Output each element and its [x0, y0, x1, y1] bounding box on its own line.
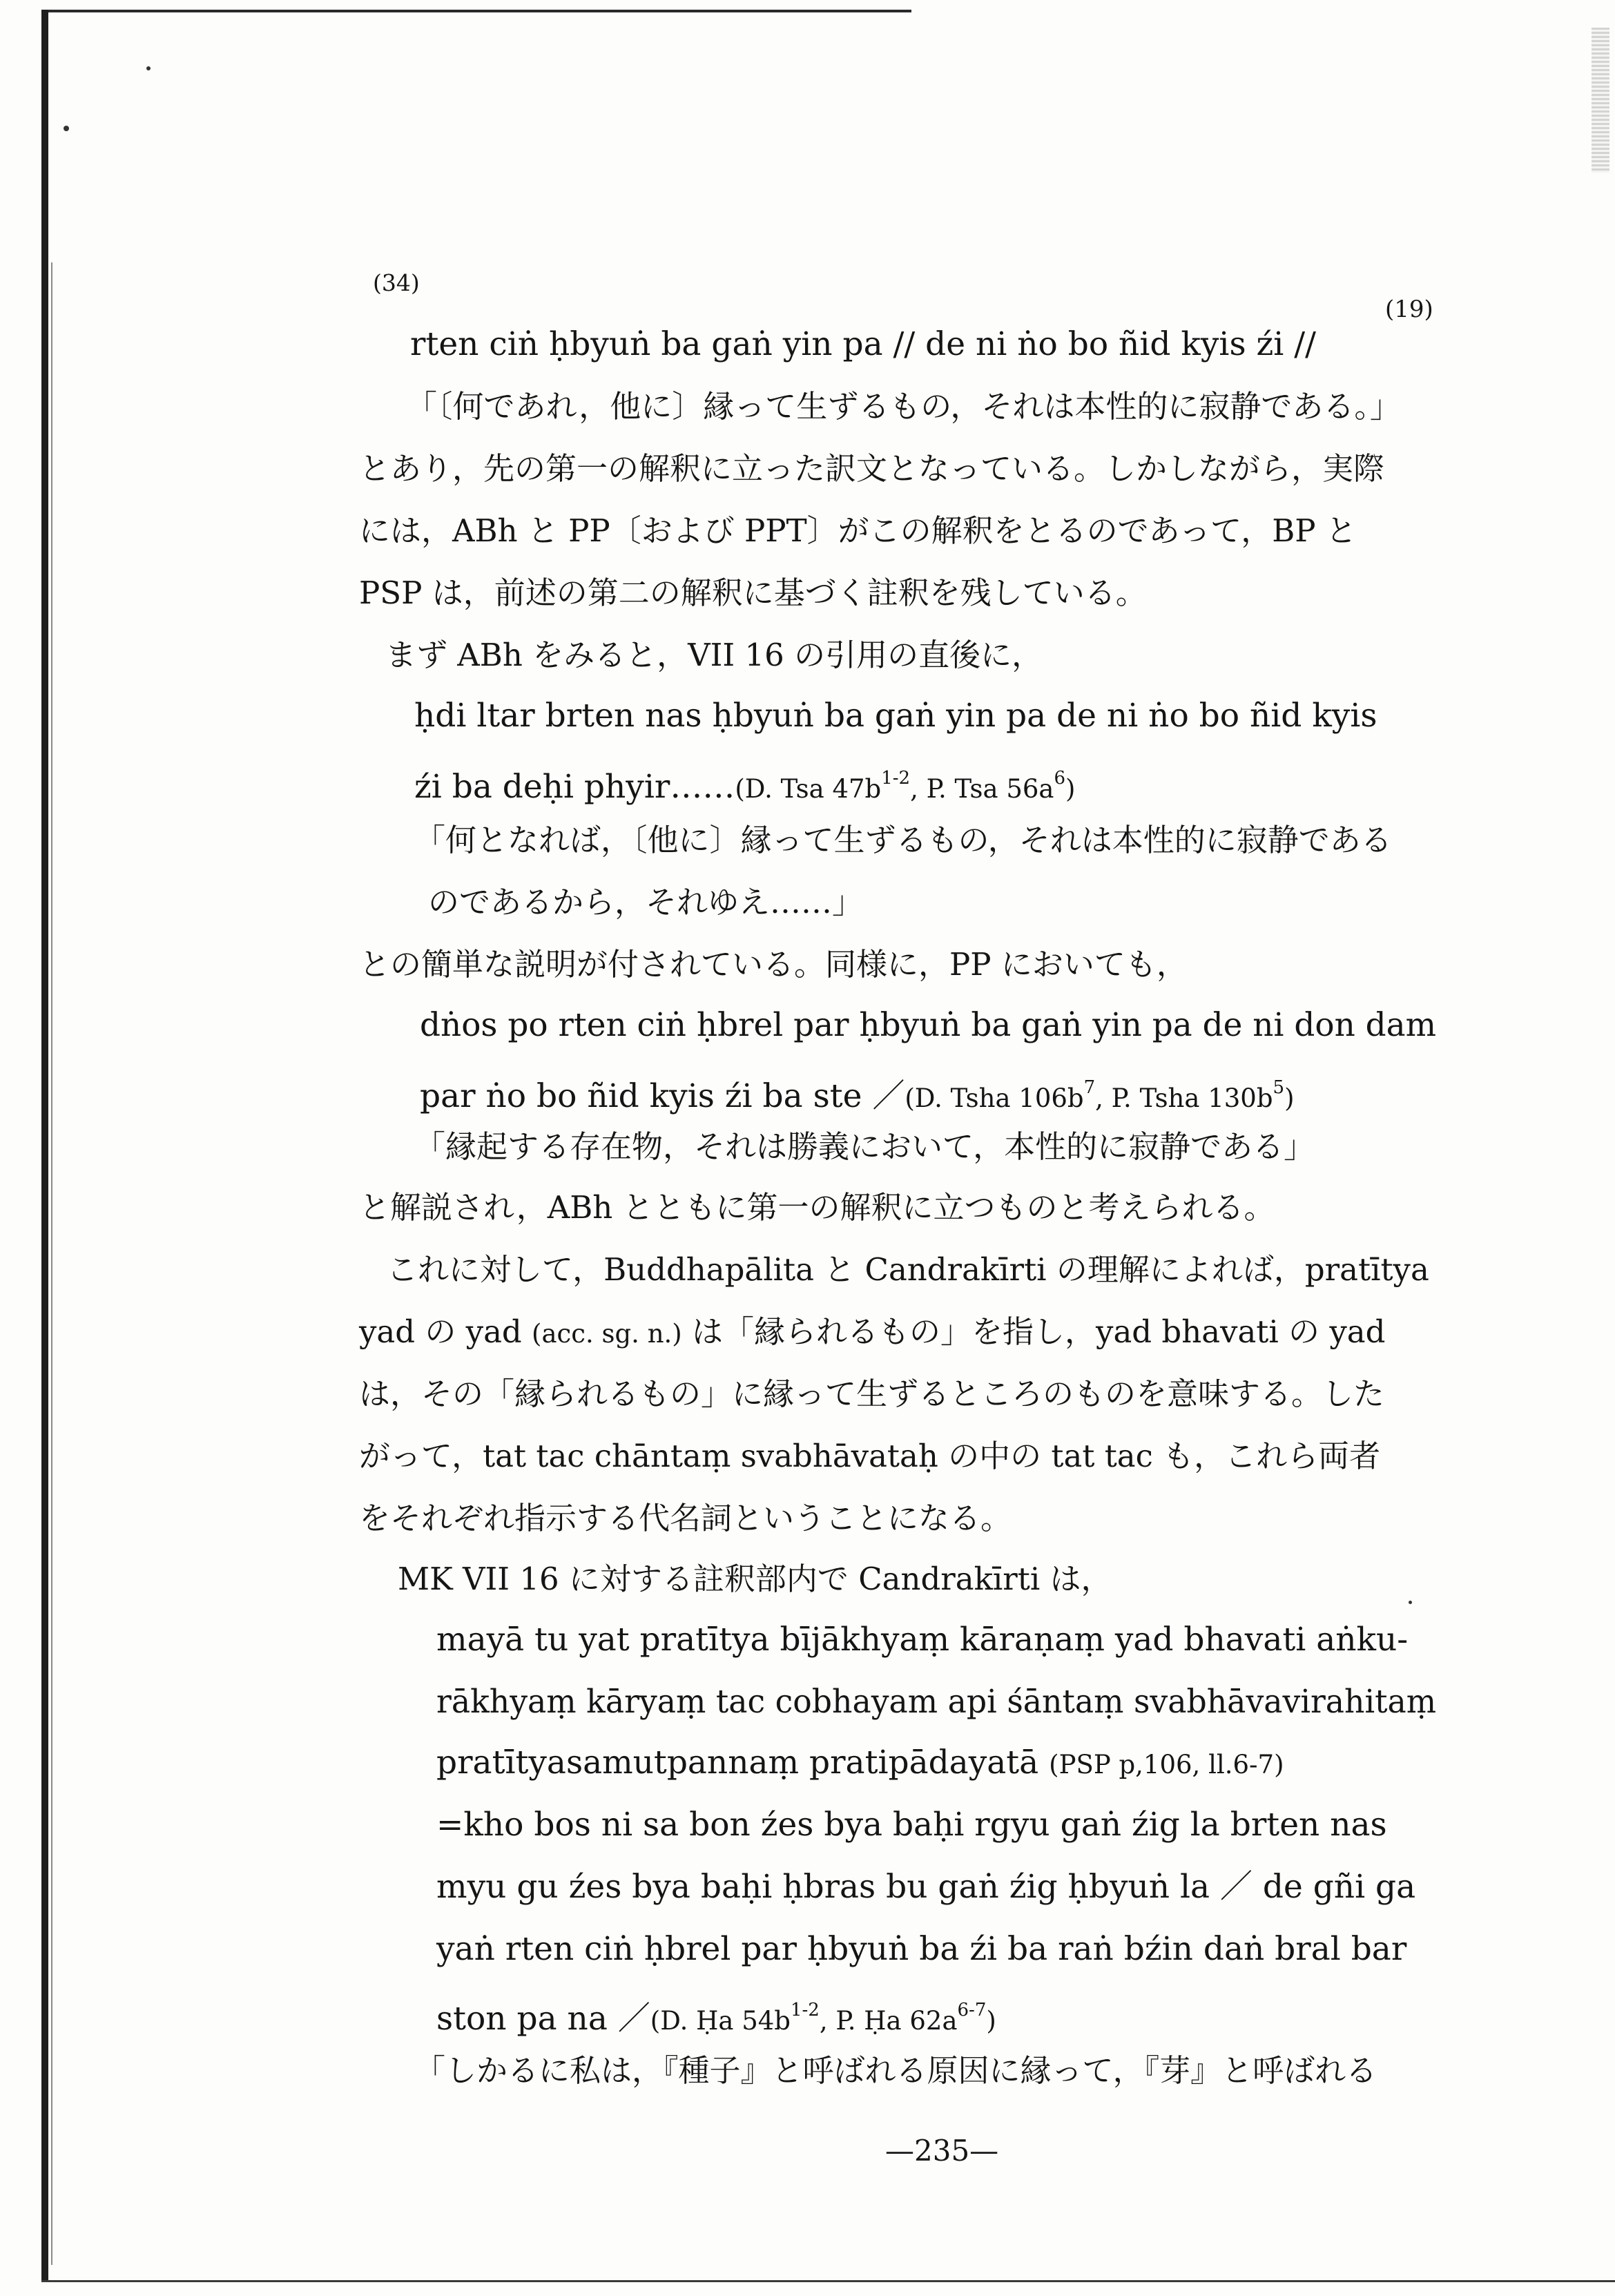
- text-line: これに対して，Buddhapālita と Candrakīrti の理解によれば，pratītya: [387, 1251, 1429, 1288]
- scan-speck: [146, 66, 151, 70]
- text-line: mayā tu yat pratītya bījākhyaṃ kāraṇaṃ yad bhavati aṅku-: [436, 1621, 1409, 1659]
- scan-border-left: [41, 10, 48, 2281]
- citation-text: (D. Tsa 47b: [735, 774, 882, 804]
- text-line: [436, 1743, 1284, 1785]
- citation-sup: 6-7: [957, 2000, 987, 2020]
- text-line: dṅos po rten ciṅ ḥbrel par ḥbyuṅ ba gaṅ yin pa de ni don dam: [420, 1006, 1437, 1044]
- section-number: (34): [373, 269, 420, 296]
- text-span: źi ba deḥi phyir……: [414, 768, 735, 806]
- citation-sup: 7: [1083, 1077, 1096, 1098]
- text-line: のであるから，それゆえ……」: [428, 884, 864, 920]
- text-line: [436, 1990, 996, 2041]
- citation-sup: 6: [1054, 768, 1066, 789]
- citation-text: , P. Ḥa 62a: [819, 2006, 958, 2036]
- citation-sup: 1-2: [881, 768, 911, 789]
- citation-sup: 1-2: [790, 2000, 820, 2020]
- text-span: は「縁られるもの」を指し，yad bhavati の yad: [692, 1313, 1386, 1350]
- citation-text: ): [1284, 1083, 1295, 1113]
- text-line: 「しかるに私は，『種子』と呼ばれる原因に縁って，『芽』と呼ばれる: [414, 2052, 1377, 2089]
- citation: [650, 2000, 996, 2036]
- text-line: PSP は，前述の第二の解釈に基づく註釈を残している。: [359, 575, 1147, 611]
- citation-text: , P. Tsa 56a: [910, 774, 1054, 804]
- text-line: =kho bos ni sa bon źes bya baḥi rgyu gaṅ źig la brten nas: [436, 1806, 1387, 1844]
- text-line: myu gu źes bya baḥi ḥbras bu gaṅ źig ḥbyuṅ la ／ de gñi ga: [436, 1868, 1416, 1906]
- citation-text: (D. Tsha 106b: [905, 1083, 1084, 1113]
- text-line: 「何となれば，〔他に〕縁って生ずるもの，それは本性的に寂静である: [414, 822, 1392, 858]
- text-line: rten ciṅ ḥbyuṅ ba gaṅ yin pa // de ni ṅo bo ñid kyis źi //: [410, 325, 1316, 363]
- text-line: ḥdi ltar brten nas ḥbyuṅ ba gaṅ yin pa de ni ṅo bo ñid kyis: [414, 697, 1377, 735]
- text-line: まず ABh をみると，VII 16 の引用の直後に，: [385, 637, 1043, 673]
- text-line: がって，tat tac chāntaṃ svabhāvataḥ の中の tat tac も，これら両者: [359, 1438, 1381, 1474]
- citation-sup: 5: [1273, 1077, 1285, 1098]
- text-line: rākhyaṃ kāryaṃ tac cobhayam api śāntaṃ svabhāvavirahitaṃ: [436, 1683, 1437, 1721]
- text-line: 「縁起する存在物，それは勝義において，本性的に寂静である」: [414, 1128, 1315, 1165]
- citation-text: ): [986, 2006, 996, 2036]
- citation-text: (D. Ḥa 54b: [650, 2006, 791, 2036]
- text-line: には，ABh と PP〔および PPT〕がこの解釈をとるのであって，BP と: [359, 512, 1357, 549]
- footnote-marker: (19): [1385, 296, 1433, 323]
- text-line: との簡単な説明が付されている。同様に，PP においても，: [359, 946, 1188, 983]
- text-line: MK VII 16 に対する註釈部内で Candrakīrti は，: [398, 1561, 1112, 1597]
- citation-text: ): [1065, 774, 1076, 804]
- text-line: とあり，先の第一の解釈に立った訳文となっている。しかしながら，実際: [359, 450, 1385, 487]
- text-line: をそれぞれ指示する代名詞ということになる。: [359, 1500, 1012, 1536]
- text-span: par ṅo bo ñid kyis źi ba ste ／: [420, 1077, 905, 1115]
- scan-speck: [64, 126, 69, 131]
- text-line: は，その「縁られるもの」に縁って生ずるところのものを意味する。した: [359, 1376, 1385, 1412]
- text-span: pratītyasamutpannaṃ pratipādayatā: [436, 1744, 1039, 1782]
- text-line: yaṅ rten ciṅ ḥbrel par ḥbyuṅ ba źi ba raṅ bźin daṅ bral bar: [436, 1930, 1407, 1968]
- citation: (acc. sg. n.): [532, 1319, 682, 1349]
- scan-border-bottom: [41, 2280, 1615, 2282]
- text-line: と解説され，ABh とともに第一の解釈に立つものと考えられる。: [359, 1189, 1275, 1226]
- citation: [735, 768, 1076, 804]
- page-number: —235—: [885, 2134, 999, 2168]
- text-line: [420, 1068, 1295, 1119]
- citation-text: , P. Tsha 130b: [1095, 1083, 1273, 1113]
- text-line: [414, 758, 1075, 809]
- text-span: yad の yad: [359, 1313, 522, 1350]
- text-line: [359, 1312, 1385, 1354]
- scan-speck: [1409, 1601, 1412, 1604]
- scan-noise-right: [1592, 28, 1609, 173]
- text-line: 「〔何であれ，他に〕縁って生ずるもの，それは本性的に寂静である。」: [406, 388, 1401, 425]
- scan-border-left-inner: [51, 262, 52, 2265]
- text-span: ston pa na ／: [436, 2000, 650, 2038]
- citation: [905, 1077, 1295, 1113]
- scan-border-top: [41, 10, 911, 12]
- citation: (PSP p,106, ll.6-7): [1049, 1750, 1284, 1779]
